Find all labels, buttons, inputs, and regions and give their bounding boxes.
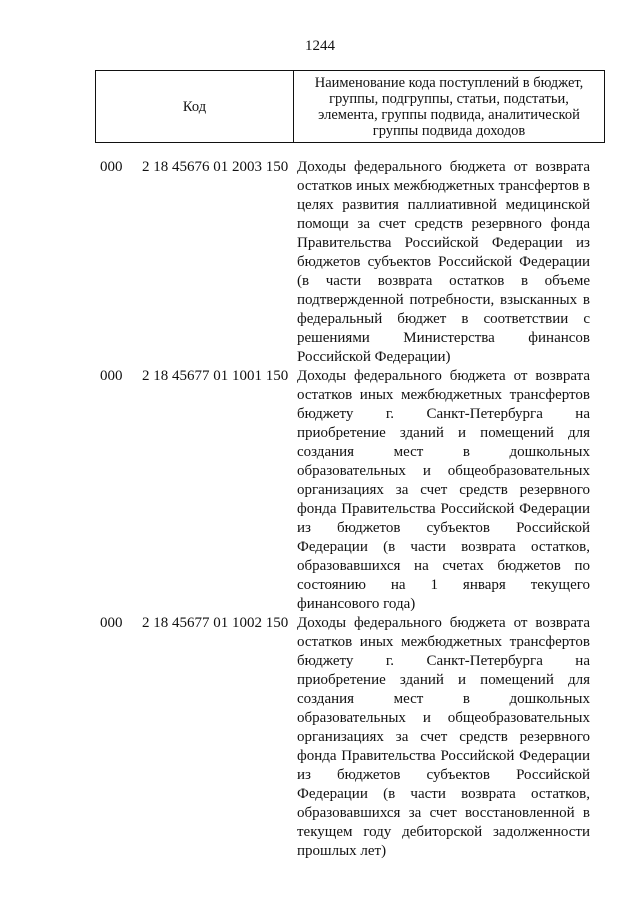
header-code: Код [96, 71, 294, 143]
header-name: Наименование кода поступлений в бюджет, группы, подгруппы, статьи, подстатьи, элемента, группы подвида, аналитической группы подвида доходов [294, 71, 605, 143]
row-description: Доходы федерального бюджета от возврата остатков иных межбюджетных трансфертов в целях развития паллиативной медицинской помощи за счет средств резервного фонда Правительства Российской Федерации из бюджетов субъектов Российской Федерации (в части возврата остатков в объеме подтвержденной потребности, взысканных в федеральный бюджет в соответствии с решениями Министерства финансов Российской Федерации) [297, 159, 590, 365]
table-row [100, 614, 600, 861]
row-description: Доходы федерального бюджета от возврата остатков иных межбюджетных трансфертов бюджету г. Санкт-Петербурга на приобретение зданий и помещений для создания мест в дошкольных образовательных и общеобразовательных организациях за счет средств резервного фонда Правительства Российской Федерации из бюджетов субъектов Российской Федерации (в части возврата остатков, образовавшихся на счетах бюджетов по состоянию на 1 января текущего финансового года) [297, 368, 590, 612]
row-description: Доходы федерального бюджета от возврата остатков иных межбюджетных трансфертов бюджету г. Санкт-Петербурга на приобретение зданий и помещений для создания мест в дошкольных образовательных и общеобразовательных организациях за счет средств резервного фонда Правительства Российской Федерации из бюджетов субъектов Российской Федерации (в части возврата остатков, образовавшихся за счет восстановленной в текущем году дебиторской задолженности прошлых лет) [297, 615, 590, 859]
row-prefix: 000 [100, 615, 123, 631]
table-row [100, 158, 600, 367]
table-header [95, 70, 605, 143]
page-number: 1244 [305, 38, 335, 54]
row-code: 2 18 45677 01 1002 150 [142, 615, 289, 631]
table-body [100, 158, 600, 861]
row-code: 2 18 45676 01 2003 150 [142, 159, 289, 175]
row-prefix: 000 [100, 368, 123, 384]
table-row [100, 367, 600, 614]
row-code: 2 18 45677 01 1001 150 [142, 368, 289, 384]
row-prefix: 000 [100, 159, 123, 175]
